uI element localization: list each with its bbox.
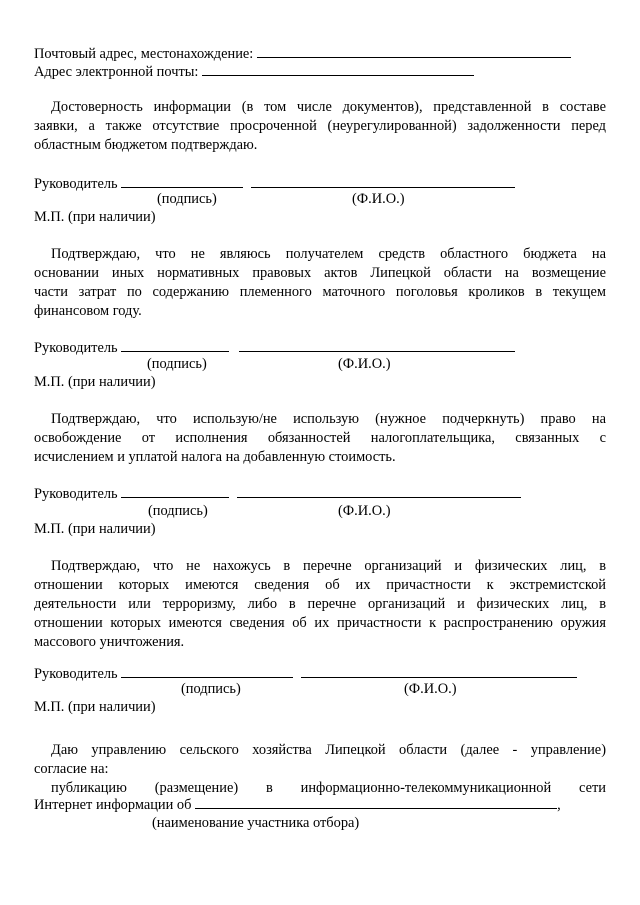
postal-address-field[interactable] bbox=[257, 44, 571, 58]
postal-address-row bbox=[34, 44, 571, 63]
head-label: Руководитель bbox=[34, 666, 118, 682]
vat-paragraph bbox=[34, 410, 606, 467]
reliability-paragraph bbox=[34, 98, 606, 155]
signature-row-2 bbox=[34, 338, 515, 357]
paragraph-line: освобождение от исполнения обязанностей налогоплательщика, связанных с bbox=[34, 430, 606, 446]
extremism-paragraph bbox=[34, 557, 606, 652]
paragraph-line: Даю управлению сельского хозяйства Липецкой области (далее - управление) bbox=[51, 742, 606, 758]
seal-label: М.П. (при наличии) bbox=[34, 521, 156, 537]
email-label: Адрес электронной почты: bbox=[34, 64, 199, 80]
seal-label: М.П. (при наличии) bbox=[34, 374, 156, 390]
paragraph-line: Достоверность информации (в том числе документов), представленной в составе bbox=[51, 99, 606, 115]
paragraph-line: Подтверждаю, что не нахожусь в перечне организаций и физических лиц, в bbox=[51, 558, 606, 574]
signature-field[interactable] bbox=[121, 338, 229, 352]
participant-name-field[interactable] bbox=[195, 795, 557, 809]
paragraph-line: исчислением и уплатой налога на добавленную стоимость. bbox=[34, 449, 396, 465]
trailing-comma: , bbox=[557, 797, 561, 813]
name-field[interactable] bbox=[301, 664, 577, 678]
internet-info-label: Интернет информации об bbox=[34, 797, 192, 813]
name-caption: (Ф.И.О.) bbox=[338, 356, 391, 372]
paragraph-line: отношении которых имеются сведения об их причастности к распространению оружия bbox=[34, 615, 606, 631]
signature-field[interactable] bbox=[121, 174, 243, 188]
signature-caption: (подпись) bbox=[157, 191, 217, 207]
head-label: Руководитель bbox=[34, 340, 118, 356]
signature-caption: (подпись) bbox=[148, 503, 208, 519]
email-row bbox=[34, 62, 474, 81]
paragraph-line: Подтверждаю, что использую/не использую (нужное подчеркнуть) право на bbox=[51, 411, 606, 427]
publication-line: публикацию (размещение) в информационно-телекоммуникационной сети bbox=[51, 780, 606, 796]
head-label: Руководитель bbox=[34, 486, 118, 502]
signature-field[interactable] bbox=[121, 484, 229, 498]
signature-row-1 bbox=[34, 174, 515, 193]
consent-paragraph bbox=[34, 741, 606, 798]
signature-row-4 bbox=[34, 664, 577, 683]
signature-caption: (подпись) bbox=[181, 681, 241, 697]
not-recipient-paragraph bbox=[34, 245, 606, 321]
signature-caption: (подпись) bbox=[147, 356, 207, 372]
postal-address-label: Почтовый адрес, местонахождение: bbox=[34, 46, 254, 62]
paragraph-line: Подтверждаю, что не являюсь получателем средств областного бюджета на bbox=[51, 246, 606, 262]
name-caption: (Ф.И.О.) bbox=[404, 681, 457, 697]
internet-info-row bbox=[34, 795, 561, 814]
paragraph-line: части затрат по содержанию племенного маточного поголовья кроликов в текущем bbox=[34, 284, 606, 300]
paragraph-line: основании иных нормативных правовых актов Липецкой области на возмещение bbox=[34, 265, 606, 281]
seal-label: М.П. (при наличии) bbox=[34, 209, 156, 225]
seal-label: М.П. (при наличии) bbox=[34, 699, 156, 715]
signature-field[interactable] bbox=[121, 664, 293, 678]
head-label: Руководитель bbox=[34, 176, 118, 192]
paragraph-line: отношении которых имеются сведения об их причастности к экстремистской bbox=[34, 577, 606, 593]
paragraph-line: заявки, а также отсутствие просроченной (неурегулированной) задолженности перед bbox=[34, 118, 606, 134]
paragraph-line: согласие на: bbox=[34, 761, 109, 777]
paragraph-line: областным бюджетом подтверждаю. bbox=[34, 137, 258, 153]
name-caption: (Ф.И.О.) bbox=[338, 503, 391, 519]
name-field[interactable] bbox=[239, 338, 515, 352]
paragraph-line: финансовом году. bbox=[34, 303, 142, 319]
paragraph-line: деятельности или терроризму, либо в перечне организаций и физических лиц, в bbox=[34, 596, 606, 612]
name-field[interactable] bbox=[251, 174, 515, 188]
email-field[interactable] bbox=[202, 62, 474, 76]
name-caption: (Ф.И.О.) bbox=[352, 191, 405, 207]
paragraph-line: массового уничтожения. bbox=[34, 634, 185, 650]
signature-row-3 bbox=[34, 484, 521, 503]
name-field[interactable] bbox=[237, 484, 521, 498]
participant-caption: (наименование участника отбора) bbox=[152, 815, 360, 831]
